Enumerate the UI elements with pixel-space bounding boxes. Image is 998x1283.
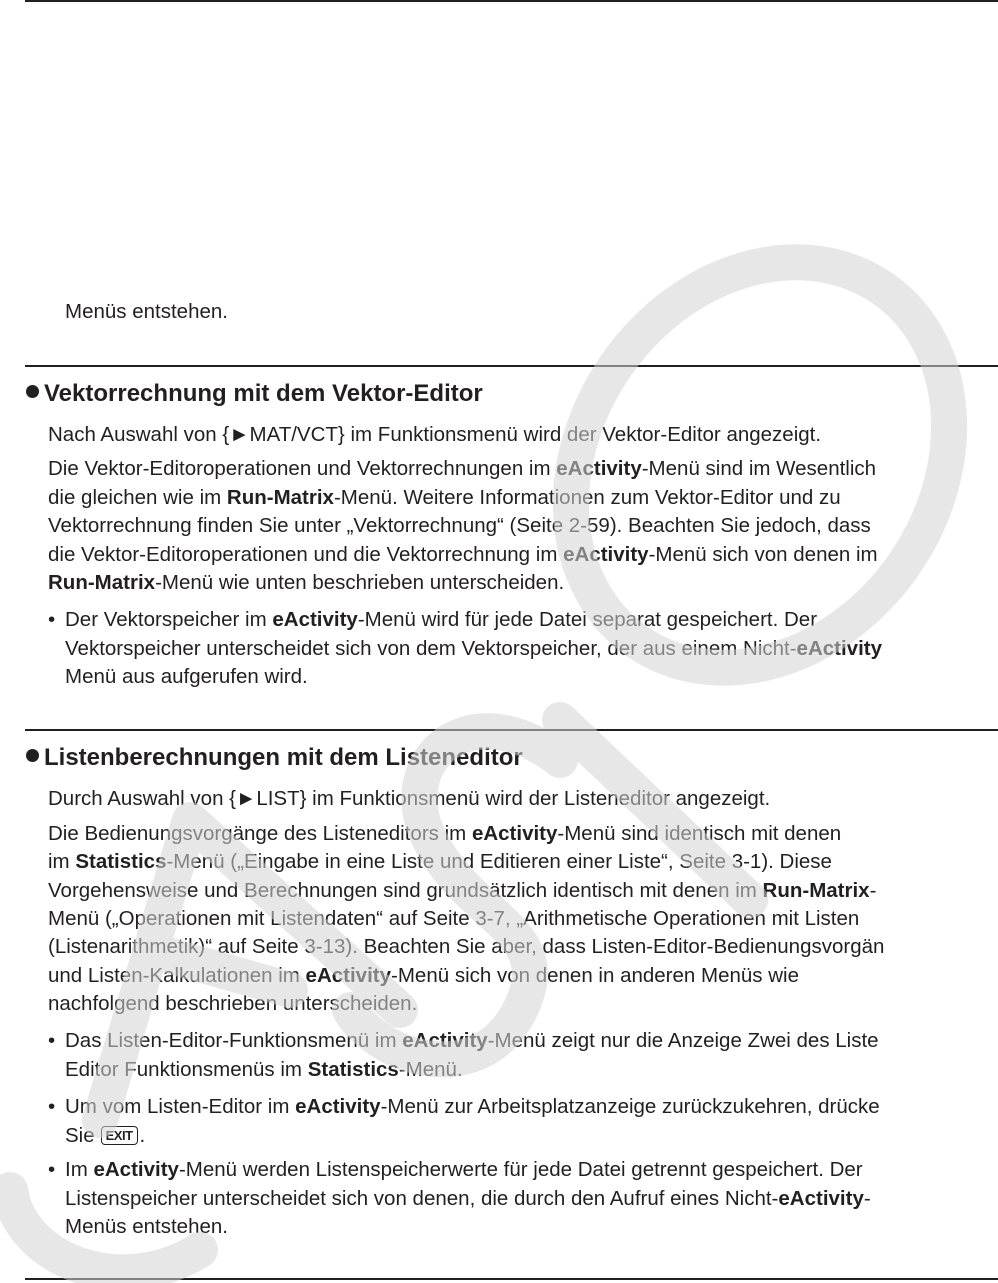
bottom-rule [25, 1278, 998, 1280]
list-item: • Das Listen-Editor-Funktionsmenü im eActivity-Menü zeigt nur die Anzeige Zwei des Liste Editor Funktionsmenüs im Statistics-Menü. [48, 1029, 879, 1081]
bullet-dot-icon [26, 749, 39, 762]
continued-text: Menüs entstehen. [65, 300, 228, 323]
bullet-dot-icon [26, 385, 39, 398]
section-heading-vector [26, 380, 483, 409]
section-divider [25, 729, 998, 731]
section-divider [25, 365, 998, 367]
section-heading-list [26, 744, 523, 773]
paragraph: Nach Auswahl von {►MAT/VCT} im Funktionsmenü wird der Vektor-Editor angezeigt. [48, 423, 822, 446]
section-title: Vektorrechnung mit dem Vektor-Editor [44, 380, 483, 407]
exit-key-icon: EXIT [101, 1126, 138, 1145]
top-rule [25, 0, 998, 2]
paragraph: Durch Auswahl von {►LIST} im Funktionsmenü wird der Listeneditor angezeigt. [48, 787, 771, 810]
section-title: Listenberechnungen mit dem Listeneditor [44, 744, 523, 771]
list-item: • Der Vektorspeicher im eActivity-Menü wird für jede Datei separat gespeichert. Der Vektorspeicher unterscheidet sich von dem Vektorspeicher, der aus einem Nicht-eActivity Menü aus aufgerufen wird. [48, 608, 883, 688]
list-item: • Im eActivity-Menü werden Listenspeicherwerte für jede Datei getrennt gespeichert. Der Listenspeicher unterscheidet sich von denen, die durch den Aufruf eines Nicht-eActivity- Menüs entstehen. [48, 1158, 871, 1238]
list-item: • Um vom Listen-Editor im eActivity-Menü zur Arbeitsplatzanzeige zurückzukehren, drücke Sie EXIT . [48, 1095, 880, 1147]
